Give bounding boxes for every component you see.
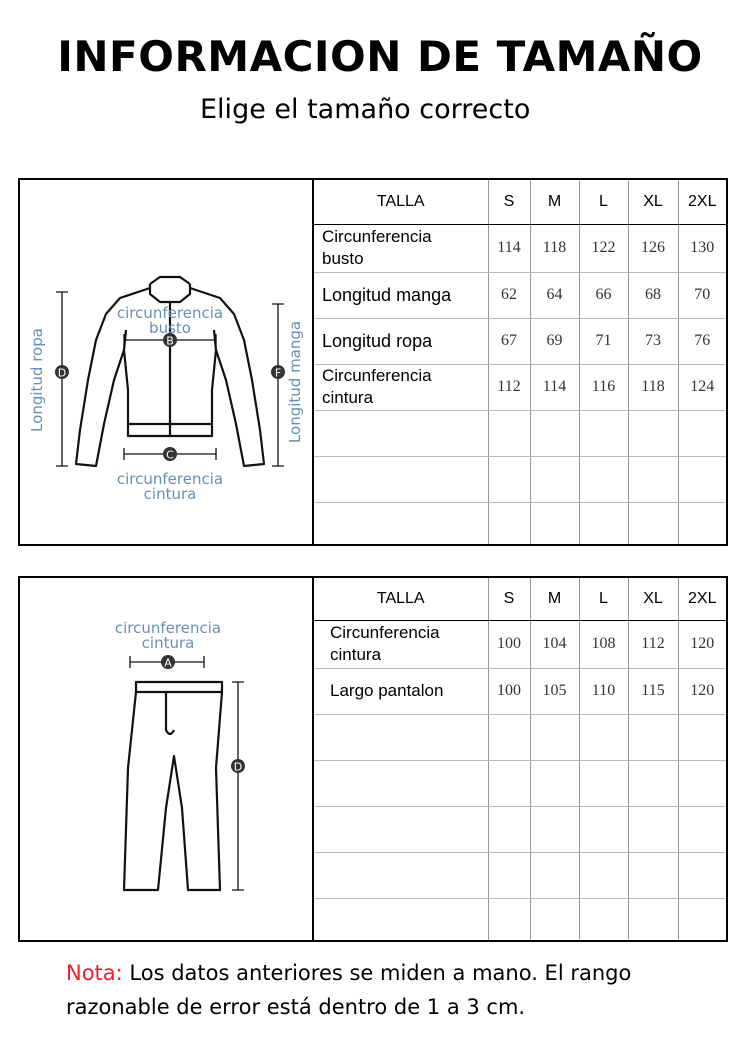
svg-text:B: B [166, 334, 174, 348]
size-xl: XL [628, 578, 678, 620]
size-l: L [579, 578, 628, 620]
table-row: Circunferencia cintura 100 104 108 112 120 [314, 620, 726, 668]
svg-text:A: A [164, 656, 172, 670]
bust-label-line2: busto [149, 319, 191, 337]
bust-label-line1: circunferencia [116, 304, 224, 322]
row-label: Circunferencia busto [314, 224, 488, 272]
marker-d [231, 759, 245, 774]
pants-diagram [20, 578, 314, 940]
size-s: S [488, 180, 530, 224]
empty-row [314, 898, 726, 940]
empty-row [314, 456, 726, 502]
table-row: Largo pantalon 100 105 110 115 120 [314, 668, 726, 714]
sleeve-label: Longitud manga [286, 320, 304, 444]
row-label: Longitud ropa [314, 318, 488, 364]
jacket-size-table [314, 180, 726, 544]
size-s: S [488, 578, 530, 620]
empty-row [314, 714, 726, 760]
empty-row [314, 760, 726, 806]
empty-row [314, 806, 726, 852]
table-row: Longitud manga 62 64 66 68 70 [314, 272, 726, 318]
note-text: Los datos anteriores se miden a mano. El rango razonable de error está dentro de 1 a 3 cm. [66, 961, 632, 1019]
svg-text:C: C [166, 448, 174, 462]
size-2xl: 2XL [678, 180, 726, 224]
length-label: Longitud ropa [28, 328, 46, 432]
table-row: Circunferencia cintura 112 114 116 118 124 [314, 364, 726, 410]
pants-size-panel [18, 576, 728, 942]
table-row: Longitud ropa 67 69 71 73 76 [314, 318, 726, 364]
table-row: Circunferencia busto 114 118 122 126 130 [314, 224, 726, 272]
waist-label-line2: cintura [143, 485, 197, 503]
measurement-note [66, 956, 706, 1024]
svg-text:F: F [274, 366, 282, 380]
page-subtitle: Elige el tamaño correcto [200, 94, 531, 125]
talla-header: TALLA [314, 180, 488, 224]
row-label: Circunferencia cintura [314, 364, 488, 410]
row-label: Circunferencia cintura [314, 620, 488, 668]
empty-row [314, 410, 726, 456]
pants-waist-label-line2: cintura [141, 634, 195, 652]
pants-illustration [20, 578, 312, 940]
table-header-row [314, 180, 726, 224]
size-2xl: 2XL [678, 578, 726, 620]
page-title: INFORMACION DE TAMAÑO [57, 32, 703, 81]
size-xl: XL [628, 180, 678, 224]
pants-waist-label-line1: circunferencia [114, 619, 222, 637]
marker-d [55, 365, 69, 380]
row-label: Longitud manga [314, 272, 488, 318]
waist-label-line1: circunferencia [116, 470, 224, 488]
size-m: M [530, 180, 579, 224]
row-label: Largo pantalon [314, 668, 488, 714]
svg-text:D: D [233, 760, 243, 774]
marker-f [271, 365, 285, 380]
table-header-row [314, 578, 726, 620]
size-l: L [579, 180, 628, 224]
jacket-diagram [20, 180, 314, 544]
pants-outline [124, 692, 222, 890]
size-m: M [530, 578, 579, 620]
jacket-collar [150, 284, 190, 302]
marker-c [163, 447, 177, 462]
empty-row [314, 502, 726, 544]
jacket-illustration [20, 180, 312, 544]
pants-size-table [314, 578, 726, 940]
pants-waistband [136, 682, 222, 692]
talla-header: TALLA [314, 578, 488, 620]
note-prefix: Nota: [66, 961, 123, 985]
svg-text:D: D [57, 366, 67, 380]
marker-a [161, 655, 175, 670]
empty-row [314, 852, 726, 898]
jacket-size-panel [18, 178, 728, 546]
